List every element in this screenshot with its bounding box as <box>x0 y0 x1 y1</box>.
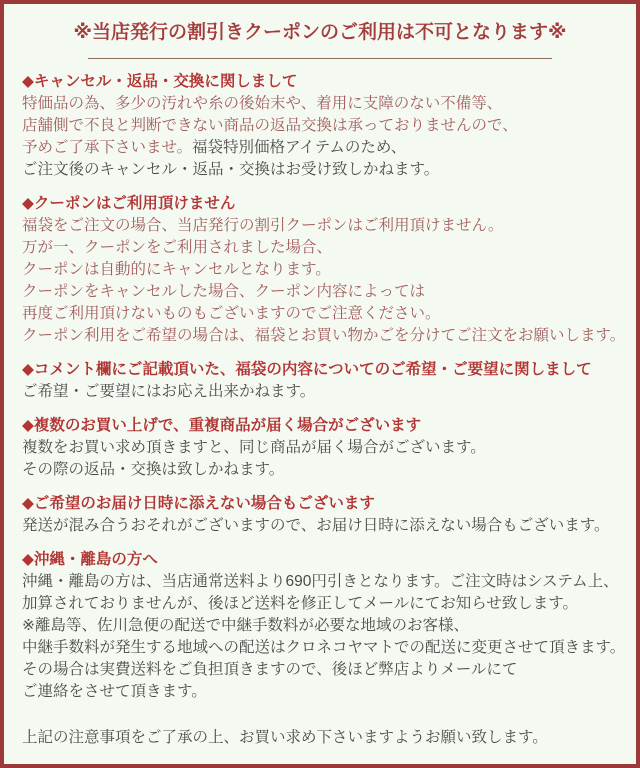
section-line <box>22 515 618 537</box>
text-segment: クーポンをキャンセルした場合、クーポン内容によっては <box>22 283 426 300</box>
text-segment: 福袋をご注文の場合、当店発行の割引クーポンはご利用頂けません。 <box>22 217 504 234</box>
text-segment: クーポン利用をご希望の場合は、福袋とお買い物かごを分けてご注文をお願いします。 <box>22 327 626 344</box>
title-divider <box>88 58 553 59</box>
text-segment: 複数をお買い求め頂きますと、同じ商品が届く場合がございます。 <box>22 439 486 456</box>
text-segment: 店舗側で不良と判断できない商品の返品交換は承っておりませんので、 <box>22 117 518 134</box>
section-heading: ◆クーポンはご利用頂けません <box>22 195 236 212</box>
section-heading: ◆複数のお買い上げで、重複商品が届く場合がございます <box>22 417 422 434</box>
section-line <box>22 681 618 703</box>
text-segment: 福袋特別価格アイテムのため、 <box>192 139 407 156</box>
section-line <box>22 259 618 281</box>
notice-section <box>22 71 618 181</box>
notice-footer: 上記の注意事項をご了承の上、お買い求め下さいますようお願い致します。 <box>22 729 548 746</box>
section-line <box>22 159 618 181</box>
text-segment: 万が一、クーポンをご利用されました場合、 <box>22 239 333 256</box>
section-line <box>22 593 618 615</box>
text-segment: ※離島等、佐川急便の配送で中継手数料が必要な地域のお客様、 <box>22 617 469 634</box>
section-line <box>22 459 618 481</box>
text-segment: その場合は実費送料をご負担頂きますので、後ほど弊店よりメールにて <box>22 661 518 678</box>
section-line <box>22 137 618 159</box>
text-segment: 中継手数料が発生する地域への配送はクロネコヤマトでの配送に変更させて頂きます。 <box>22 639 626 656</box>
section-heading: ◆キャンセル・返品・交換に関しまして <box>22 73 298 90</box>
section-line <box>22 381 618 403</box>
section-line <box>22 115 618 137</box>
text-segment: 加算されておりませんが、後ほど送料を修正してメールにてお知らせ致します。 <box>22 595 578 612</box>
notice-section <box>22 359 618 403</box>
notice-section <box>22 193 626 347</box>
section-line <box>22 637 626 659</box>
section-line <box>22 281 618 303</box>
section-heading: ◆コメント欄にご記載頂いた、福袋の内容についてのご希望・ご要望に関しまして <box>22 361 592 378</box>
section-line <box>22 93 618 115</box>
section-line <box>22 437 618 459</box>
text-segment: その際の返品・交換は致しかねます。 <box>22 461 285 478</box>
notice-sections <box>22 71 626 703</box>
section-line <box>22 615 618 637</box>
text-segment: クーポンは自動的にキャンセルとなります。 <box>22 261 331 278</box>
text-segment: ご希望・ご要望にはお応え出来かねます。 <box>22 383 316 400</box>
text-segment: 予めご了承下さいませ。 <box>22 139 193 156</box>
section-line <box>22 571 618 593</box>
text-segment: 特価品の為、多少の汚れや糸の後始末や、着用に支障のない不備等、 <box>22 95 503 112</box>
section-line <box>22 659 618 681</box>
section-heading: ◆ご希望のお届け日時に添えない場合もございます <box>22 495 375 512</box>
text-segment: 発送が混み合うおそれがございますので、お届け日時に添えない場合もございます。 <box>22 517 610 534</box>
notice-section <box>22 549 626 703</box>
section-line <box>22 215 618 237</box>
section-heading: ◆沖縄・離島の方へ <box>22 551 158 568</box>
notice-title: ※当店発行の割引きクーポンのご利用は不可となります※ <box>73 22 567 43</box>
section-line <box>22 237 618 259</box>
text-segment: 再度ご利用頂けないものもございますのでご注意ください。 <box>22 305 441 322</box>
text-segment: 沖縄・離島の方は、当店通常送料より690円引きとなります。ご注文時はシステム上、 <box>22 573 619 590</box>
text-segment: ご注文後のキャンセル・返品・交換はお受け致しかねます。 <box>22 161 440 178</box>
section-line <box>22 303 618 325</box>
text-segment: ご連絡をさせて頂きます。 <box>22 683 207 700</box>
notice-section <box>22 493 618 537</box>
notice-section <box>22 415 618 481</box>
section-line <box>22 325 626 347</box>
